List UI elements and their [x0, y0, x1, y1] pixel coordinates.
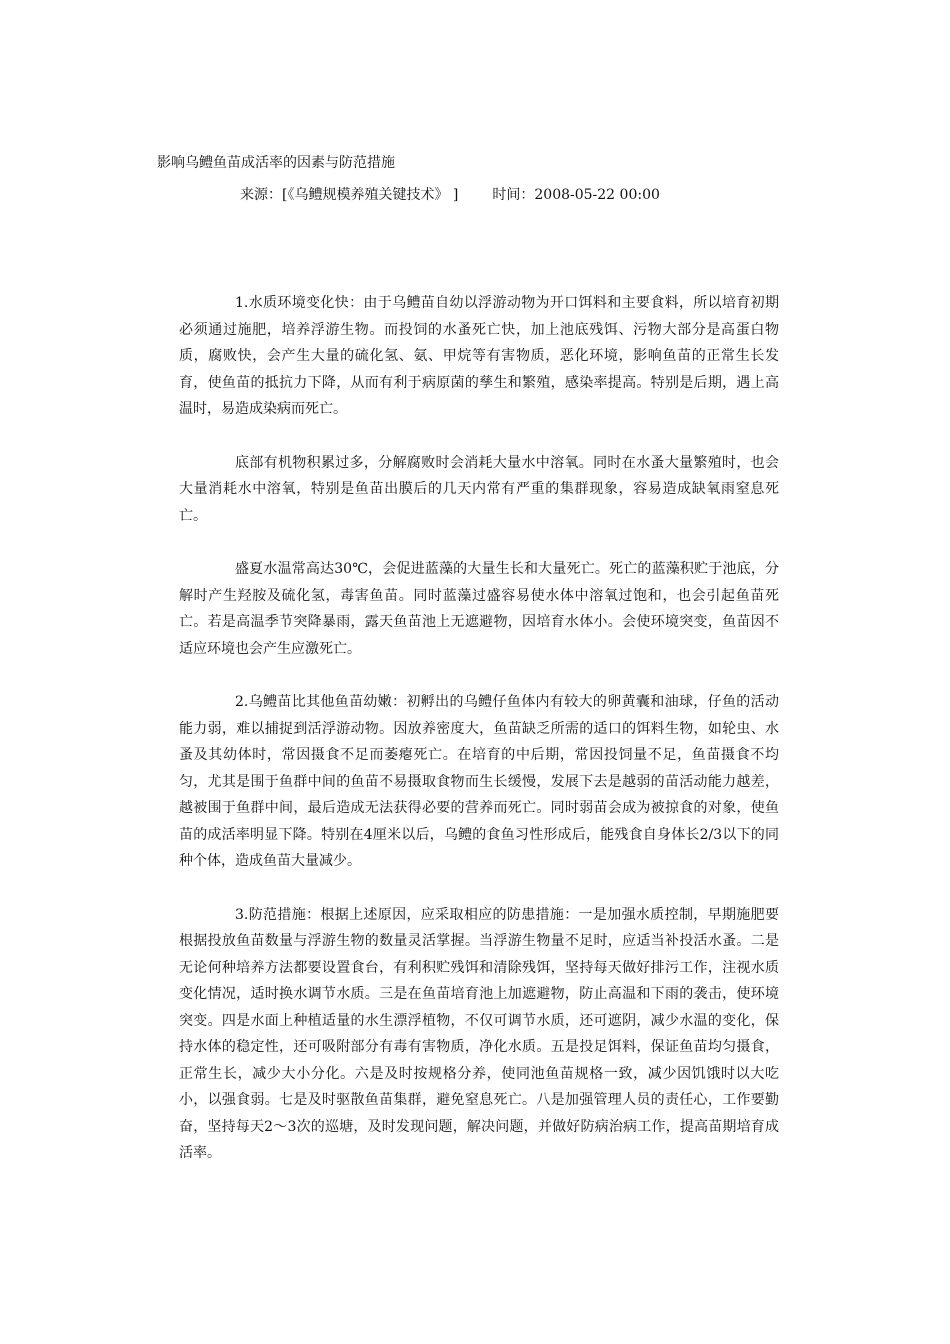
- paragraph-organic-matter: 底部有机物积累过多，分解腐败时会消耗大量水中溶氧。同时在水蚤大量繁殖时，也会大量消耗水中溶氧，特别是鱼苗出膜后的几天内常有严重的集群现象，容易造成缺氧雨窒息死亡。: [179, 454, 779, 524]
- article-meta: [240, 185, 660, 205]
- article-source: 来源：[《乌鳢规模养殖关键技术》 ]: [240, 187, 459, 203]
- paragraph-fry-fragility: 2.乌鳢苗比其他鱼苗幼嫩：初孵出的乌鳢仔鱼体内有较大的卵黄囊和油球，仔鱼的活动能力弱，难以捕捉到活浮游动物。因放养密度大，鱼苗缺乏所需的适口的饵料生物，如轮虫、水蚤及其幼体时，常因摄食不足而萎瘪死亡。在培育的中后期，常因投饲量不足，鱼苗摄食不均匀，尤其是围于鱼群中间的鱼苗不易摄取食物而生长缓慢，发展下去是越弱的苗活动能力越差，越被围于鱼群中间，最后造成无法获得必要的营养而死亡。同时弱苗会成为被掠食的对象，使鱼苗的成活率明显下降。特别在4厘米以后，乌鳢的食鱼习性形成后，能残食自身体长2/3以下的同种个体，造成鱼苗大量减少。: [179, 694, 779, 869]
- article-time: 时间：2008-05-22 00:00: [492, 187, 660, 203]
- article-body: [179, 290, 779, 1194]
- paragraph-prevention: 3.防范措施：根据上述原因，应采取相应的防患措施：一是加强水质控制，早期施肥要根据投放鱼苗数量与浮游生物的数量灵活掌握。当浮游生物量不足时，应适当补投活水蚤。二是无论何种培养方法都要设置食台，有利积贮残饵和清除残饵，坚持每天做好排污工作，注视水质变化情况，适时换水调节水质。三是在鱼苗培育池上加遮避物，防止高温和下雨的袭击，使环境突变。四是水面上种植适量的水生漂浮植物，不仅可调节水质，还可遮阴，减少水温的变化，保持水体的稳定性，还可吸附部分有毒有害物质，净化水质。五是投足饵料，保证鱼苗均匀摄食，正常生长，减少大小分化。六是及时按规格分养，使同池鱼苗规格一致，减少因饥饿时以大吃小，以强食弱。七是及时驱散鱼苗集群，避免窒息死亡。八是加强管理人员的责任心，工作要勤奋，坚持每天2～3次的巡塘，及时发现问题，解决问题，并做好防病治病工作，提高苗期培育成活率。: [179, 906, 779, 1161]
- paragraph-water-quality: 1.水质环境变化快：由于乌鳢苗自幼以浮游动物为开口饵料和主要食料，所以培育初期必须通过施肥，培养浮游生物。而投饲的水蚤死亡快，加上池底残饵、污物大部分是高蛋白物质，腐败快，会产生大量的硫化氢、氨、甲烷等有害物质，恶化环境，影响鱼苗的正常生长发育，使鱼苗的抵抗力下降，从而有利于病原菌的孳生和繁殖，感染率提高。特别是后期，遇上高温时，易造成染病而死亡。: [179, 295, 779, 417]
- article-title: 影响乌鳢鱼苗成活率的因素与防范措施: [157, 155, 395, 171]
- paragraph-summer-algae: 盛夏水温常高达30℃，会促进蓝藻的大量生长和大量死亡。死亡的蓝藻积贮于池底，分解时产生羟胺及硫化氢，毒害鱼苗。同时蓝藻过盛容易使水体中溶氧过饱和，也会引起鱼苗死亡。若是高温季节突降暴雨，露天鱼苗池上无遮避物，因培育水体小。会使环境突变，鱼苗因不适应环境也会产生应激死亡。: [179, 561, 779, 657]
